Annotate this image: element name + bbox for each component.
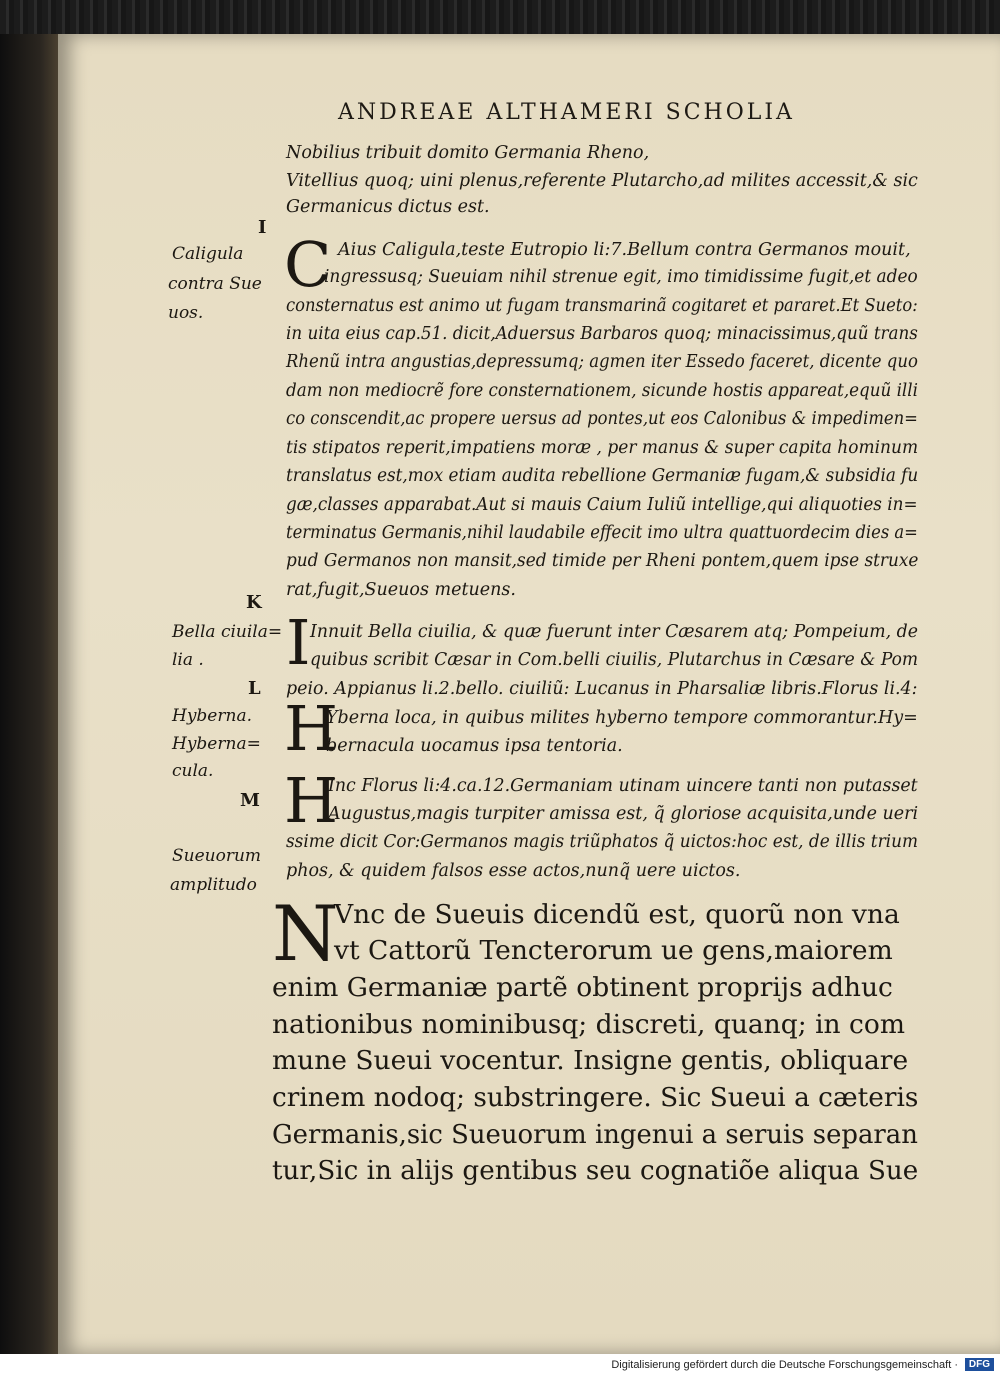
main-line: tur,Sic in alijs gentibus seu cognatiõe aliqua Sue bbox=[272, 1155, 919, 1186]
margin-note: Hyberna. bbox=[172, 706, 252, 726]
note-line: phos, & quidem falsos esse actos,nunq̃ uere uictos. bbox=[286, 861, 741, 881]
main-line: mune Sueui vocentur. Insigne gentis, obliquare bbox=[272, 1045, 909, 1076]
main-line: Vnc de Sueuis dicendũ est, quorũ non vna bbox=[334, 899, 900, 930]
note-line: tis stipatos reperit,impatiens moræ , per manus & super capita hominum bbox=[286, 438, 919, 458]
intro-line: Germanicus dictus est. bbox=[286, 197, 490, 217]
margin-note: Bella ciuila= bbox=[172, 622, 283, 642]
note-line: terminatus Germanis,nihil laudabile effecit imo ultra quattuordecim dies a= bbox=[286, 523, 918, 543]
initial-h: H bbox=[284, 692, 339, 765]
note-line: ingressusq; Sueuiam nihil strenue egit, imo timidissime fugit,et adeo bbox=[324, 267, 918, 287]
margin-note: Caligula bbox=[172, 244, 244, 264]
note-line: dam non mediocrẽ fore consternationem, sicunde hostis appareat,equũ illi bbox=[286, 381, 918, 401]
digitization-footer bbox=[0, 1354, 1000, 1379]
note-line: quibus scribit Cæsar in Com.belli ciuilis, Plutarchus in Cæsare & Pom bbox=[310, 650, 919, 670]
main-line: nationibus nominibusq; discreti, quanq; in com bbox=[272, 1009, 905, 1040]
note-line: Inc Florus li:4.ca.12.Germaniam utinam uincere tanti non putasset bbox=[328, 776, 918, 796]
margin-note: amplitudo bbox=[170, 875, 257, 895]
note-line: rat,fugit,Sueuos metuens. bbox=[286, 580, 516, 600]
main-line: enim Germaniæ partẽ obtinent proprijs adhuc bbox=[272, 972, 893, 1003]
note-line: Yberna loca, in quibus milites hyberno tempore commorantur.Hy= bbox=[326, 708, 918, 728]
footer-credit: Digitalisierung gefördert durch die Deutsche Forschungsgemeinschaft · bbox=[611, 1359, 958, 1371]
initial-h: H bbox=[284, 764, 339, 837]
book-edge-top bbox=[0, 0, 1000, 34]
note-line: Innuit Bella ciuilia, & quæ fuerunt inter Cæsarem atq; Pompeium, de bbox=[310, 622, 918, 642]
note-line: Aius Caligula,teste Eutropio li:7.Bellum contra Germanos mouit, bbox=[338, 240, 911, 260]
note-line: Rhenũ intra angustias,depressumq; agmen iter Essedo faceret, dicente quo bbox=[286, 352, 918, 372]
margin-note: contra Sue bbox=[168, 274, 262, 294]
book-binding bbox=[0, 34, 58, 1354]
note-letter-l: L bbox=[248, 678, 261, 699]
dfg-logo: DFG bbox=[965, 1358, 994, 1371]
initial-i: I bbox=[286, 606, 311, 679]
margin-note: lia . bbox=[172, 650, 204, 670]
note-line: peio. Appianus li.2.bello. ciuiliũ: Lucanus in Pharsaliæ libris.Florus li.4: bbox=[286, 679, 918, 699]
main-line: Germanis,sic Sueuorum ingenui a seruis separan bbox=[272, 1119, 918, 1150]
note-letter-m: M bbox=[240, 790, 260, 811]
note-line: bernacula uocamus ipsa tentoria. bbox=[326, 736, 623, 756]
main-line: crinem nodoq; substringere. Sic Sueui a cæteris bbox=[272, 1082, 919, 1113]
note-letter-k: K bbox=[246, 592, 262, 613]
margin-note: Sueuorum bbox=[172, 846, 262, 866]
margin-note: uos. bbox=[168, 303, 204, 323]
note-letter-i: I bbox=[258, 217, 267, 238]
note-line: pud Germanos non mansit,sed timide per Rheni pontem,quem ipse struxe bbox=[286, 551, 919, 571]
main-line: vt Cattorũ Tencterorum ue gens,maiorem bbox=[334, 935, 893, 966]
intro-line: Vitellius quoq; uini plenus,referente Plutarcho,ad milites accessit,& sic bbox=[286, 171, 918, 191]
note-line: gæ,classes apparabat.Aut si mauis Caium Iuliũ intellige,qui aliquoties in= bbox=[286, 495, 918, 515]
initial-n: N bbox=[272, 889, 339, 978]
margin-note: cula. bbox=[172, 761, 214, 781]
initial-c: C bbox=[284, 228, 332, 301]
note-line: ssime dicit Cor:Germanos magis triũphatos q̃ uictos:hoc est, de illis trium bbox=[286, 832, 919, 852]
note-line: Augustus,magis turpiter amissa est, q̃ gloriose acquisita,unde ueri bbox=[328, 804, 919, 824]
note-line: translatus est,mox etiam audita rebellione Germaniæ fugam,& subsidia fu bbox=[286, 466, 919, 486]
note-line: consternatus est animo ut fugam transmarinã cogitaret et pararet.Et Sueto: bbox=[286, 296, 918, 316]
running-header: ANDREAE ALTHAMERI SCHOLIA bbox=[338, 100, 795, 125]
note-line: co conscendit,ac propere uersus ad pontes,ut eos Calonibus & impedimen= bbox=[286, 409, 918, 429]
note-line: in uita eius cap.51. dicit,Aduersus Barbaros quoq; minacissimus,quũ trans bbox=[286, 324, 918, 344]
margin-note: Hyberna= bbox=[172, 734, 261, 754]
intro-line: Nobilius tribuit domito Germania Rheno, bbox=[286, 143, 650, 163]
